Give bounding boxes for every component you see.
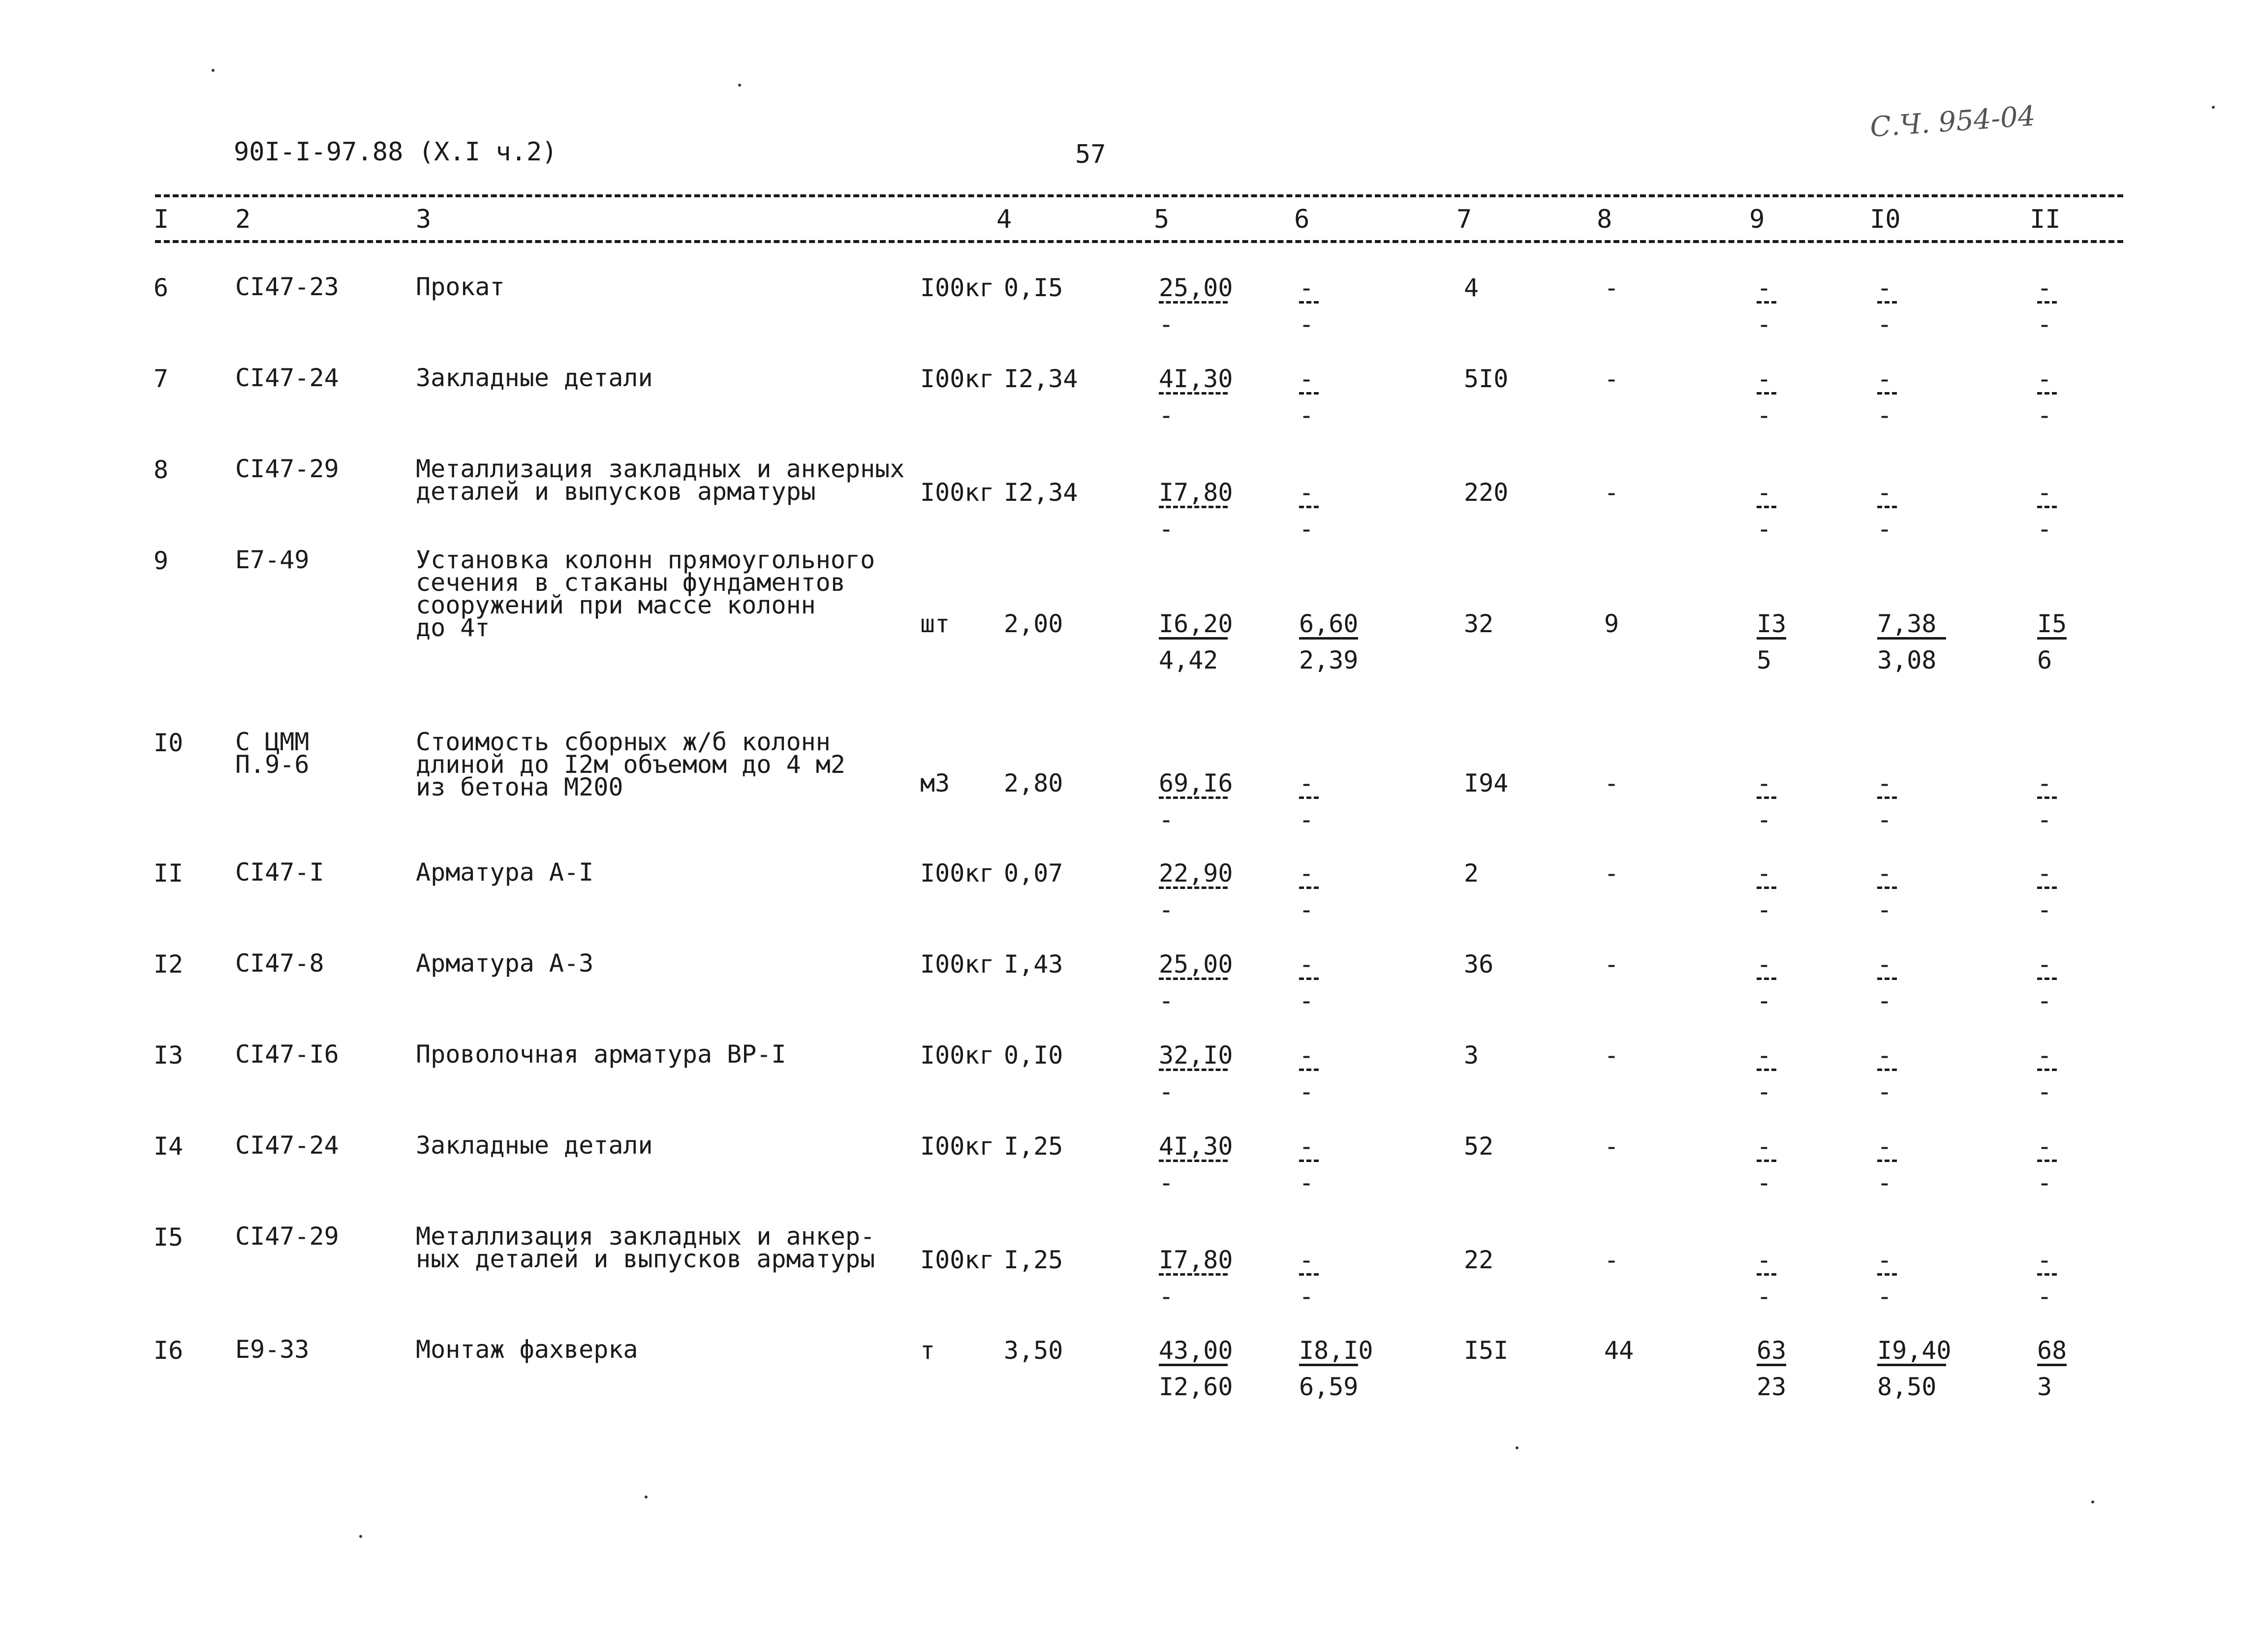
col6-top: - bbox=[1299, 950, 1314, 979]
fraction-rule bbox=[2037, 1364, 2067, 1366]
col10-top: - bbox=[1877, 1132, 1892, 1161]
col11-bottom: 6 bbox=[2037, 646, 2052, 674]
col6-top: - bbox=[1299, 769, 1314, 797]
row-code: CI47-29 bbox=[235, 1222, 339, 1251]
col5-top: 69,I6 bbox=[1159, 769, 1233, 797]
col11-bottom: - bbox=[2037, 1168, 2052, 1197]
col7-value: 4 bbox=[1464, 274, 1479, 302]
col11-bottom: - bbox=[2037, 515, 2052, 543]
col10-bottom: 8,50 bbox=[1877, 1373, 1937, 1401]
fraction-rule bbox=[1299, 1160, 1319, 1162]
col10-bottom: - bbox=[1877, 515, 1892, 543]
col10-top: - bbox=[1877, 950, 1892, 979]
row-name: Проволочная арматура ВР-I bbox=[416, 1040, 786, 1069]
col8-value: - bbox=[1604, 1246, 1619, 1274]
fraction-rule bbox=[1299, 301, 1319, 304]
document-code: 90I-I-97.88 (Х.I ч.2) bbox=[234, 137, 558, 167]
col6-top: 6,60 bbox=[1299, 610, 1359, 638]
col5-top: 25,00 bbox=[1159, 274, 1233, 302]
fraction-rule bbox=[1877, 978, 1897, 980]
col6-top: I8,I0 bbox=[1299, 1336, 1373, 1365]
col10-top: - bbox=[1877, 1246, 1892, 1274]
fraction-rule bbox=[1757, 1273, 1776, 1276]
col10-top: - bbox=[1877, 1041, 1892, 1070]
col7-value: 220 bbox=[1464, 478, 1509, 507]
fraction-rule bbox=[1877, 887, 1897, 889]
fraction-rule bbox=[2037, 1160, 2057, 1162]
row-quantity: 0,I5 bbox=[1004, 274, 1063, 302]
col5-bottom: - bbox=[1159, 805, 1174, 834]
col9-bottom: 5 bbox=[1757, 646, 1772, 674]
column-header-8: 8 bbox=[1597, 205, 1612, 234]
fraction-rule bbox=[1159, 1364, 1228, 1366]
col10-bottom: - bbox=[1877, 401, 1892, 429]
row-number: I2 bbox=[154, 950, 184, 979]
col5-bottom: - bbox=[1159, 895, 1174, 924]
col9-bottom: 23 bbox=[1757, 1373, 1787, 1401]
row-unit: I00кг bbox=[920, 478, 994, 507]
row-name: Монтаж фахверка bbox=[416, 1335, 638, 1364]
row-unit: м3 bbox=[920, 769, 950, 797]
col7-value: 22 bbox=[1464, 1246, 1494, 1274]
col11-top: - bbox=[2037, 478, 2052, 507]
row-quantity: 0,I0 bbox=[1004, 1041, 1063, 1070]
scan-speck bbox=[212, 69, 215, 72]
fraction-rule bbox=[2037, 1273, 2057, 1276]
fraction-rule bbox=[2037, 1069, 2057, 1071]
row-name: Закладные детали bbox=[416, 1131, 653, 1160]
col5-top: I7,80 bbox=[1159, 1246, 1233, 1274]
row-number: 9 bbox=[154, 547, 169, 575]
col6-bottom: 6,59 bbox=[1299, 1373, 1359, 1401]
col5-bottom: - bbox=[1159, 1168, 1174, 1197]
row-name: Стоимость сборных ж/б колонн длиной до I2м объемом до 4 м2 из бетона М200 bbox=[416, 728, 845, 801]
column-header-3: 3 bbox=[416, 205, 432, 234]
col8-value: - bbox=[1604, 769, 1619, 797]
archive-stamp: С.Ч. 954-04 bbox=[1869, 100, 2037, 144]
col7-value: I94 bbox=[1464, 769, 1509, 797]
row-name: Металлизация закладных и анкер- ных деталей и выпусков арматуры bbox=[416, 1222, 875, 1273]
column-header-11: II bbox=[2030, 205, 2061, 234]
row-unit: I00кг bbox=[920, 1132, 994, 1161]
col5-top: 32,I0 bbox=[1159, 1041, 1233, 1070]
fraction-rule bbox=[1159, 506, 1228, 508]
fraction-rule bbox=[2037, 978, 2057, 980]
col5-top: I6,20 bbox=[1159, 610, 1233, 638]
col11-top: - bbox=[2037, 859, 2052, 887]
row-code: CI47-29 bbox=[235, 455, 339, 483]
row-number: I3 bbox=[154, 1041, 184, 1070]
col5-bottom: - bbox=[1159, 986, 1174, 1015]
row-unit: I00кг bbox=[920, 950, 994, 979]
col5-bottom: - bbox=[1159, 401, 1174, 429]
col11-top: - bbox=[2037, 1041, 2052, 1070]
column-header-2: 2 bbox=[235, 205, 251, 234]
row-code: E9-33 bbox=[235, 1335, 310, 1364]
row-quantity: I2,34 bbox=[1004, 365, 1078, 393]
row-code: CI47-24 bbox=[235, 1131, 339, 1160]
fraction-rule bbox=[1159, 392, 1228, 395]
fraction-rule bbox=[1877, 796, 1897, 799]
col9-top: - bbox=[1757, 274, 1772, 302]
col6-top: - bbox=[1299, 859, 1314, 887]
fraction-rule bbox=[1299, 1364, 1358, 1366]
col10-top: - bbox=[1877, 769, 1892, 797]
fraction-rule bbox=[1299, 392, 1319, 395]
fraction-rule bbox=[1757, 392, 1776, 395]
page-number: 57 bbox=[1075, 140, 1106, 169]
col10-bottom: 3,08 bbox=[1877, 646, 1937, 674]
col10-top: I9,40 bbox=[1877, 1336, 1952, 1365]
fraction-rule bbox=[2037, 301, 2057, 304]
col7-value: 5I0 bbox=[1464, 365, 1509, 393]
fraction-rule bbox=[1159, 1069, 1228, 1071]
col9-top: - bbox=[1757, 950, 1772, 979]
row-name: Арматура А-I bbox=[416, 858, 594, 887]
col5-top: 4I,30 bbox=[1159, 365, 1233, 393]
col7-value: 52 bbox=[1464, 1132, 1494, 1161]
row-quantity: 2,80 bbox=[1004, 769, 1063, 797]
col10-bottom: - bbox=[1877, 986, 1892, 1015]
col6-bottom: - bbox=[1299, 986, 1314, 1015]
row-name: Арматура А-3 bbox=[416, 949, 594, 978]
col6-bottom: - bbox=[1299, 401, 1314, 429]
row-quantity: 3,50 bbox=[1004, 1336, 1063, 1365]
col8-value: - bbox=[1604, 950, 1619, 979]
col10-bottom: - bbox=[1877, 1282, 1892, 1311]
col8-value: - bbox=[1604, 365, 1619, 393]
fraction-rule bbox=[1877, 506, 1897, 508]
row-number: II bbox=[154, 859, 184, 887]
fraction-rule bbox=[1159, 1273, 1228, 1276]
col7-value: 2 bbox=[1464, 859, 1479, 887]
row-number: 8 bbox=[154, 456, 169, 484]
fraction-rule bbox=[1877, 1364, 1946, 1366]
col11-top: - bbox=[2037, 769, 2052, 797]
col9-top: - bbox=[1757, 1132, 1772, 1161]
col6-bottom: - bbox=[1299, 515, 1314, 543]
col8-value: - bbox=[1604, 478, 1619, 507]
col9-top: - bbox=[1757, 769, 1772, 797]
scan-speck bbox=[2091, 1500, 2094, 1503]
col11-top: - bbox=[2037, 274, 2052, 302]
col10-top: - bbox=[1877, 365, 1892, 393]
col10-bottom: - bbox=[1877, 1077, 1892, 1106]
fraction-rule bbox=[1757, 1069, 1776, 1071]
col9-bottom: - bbox=[1757, 986, 1772, 1015]
scan-speck bbox=[645, 1496, 648, 1499]
col5-bottom: - bbox=[1159, 1282, 1174, 1311]
col11-top: I5 bbox=[2037, 610, 2067, 638]
col5-top: 43,00 bbox=[1159, 1336, 1233, 1365]
col9-bottom: - bbox=[1757, 805, 1772, 834]
col10-bottom: - bbox=[1877, 805, 1892, 834]
row-quantity: I,43 bbox=[1004, 950, 1063, 979]
fraction-rule bbox=[2037, 887, 2057, 889]
col9-bottom: - bbox=[1757, 1282, 1772, 1311]
column-header-6: 6 bbox=[1294, 205, 1310, 234]
row-quantity: I,25 bbox=[1004, 1246, 1063, 1274]
col10-top: - bbox=[1877, 274, 1892, 302]
col6-top: - bbox=[1299, 1041, 1314, 1070]
col6-top: - bbox=[1299, 274, 1314, 302]
col10-bottom: - bbox=[1877, 1168, 1892, 1197]
fraction-rule bbox=[1757, 637, 1786, 640]
col11-bottom: - bbox=[2037, 1077, 2052, 1106]
row-code: CI47-I6 bbox=[235, 1040, 339, 1069]
row-number: I5 bbox=[154, 1223, 184, 1252]
col6-top: - bbox=[1299, 1132, 1314, 1161]
col9-top: - bbox=[1757, 859, 1772, 887]
fraction-rule bbox=[1299, 1069, 1319, 1071]
fraction-rule bbox=[1757, 1364, 1786, 1366]
header-rule-top bbox=[155, 194, 2123, 197]
row-quantity: 0,07 bbox=[1004, 859, 1063, 887]
row-name: Установка колонн прямоугольного сечения в стаканы фундаментов сооружений при массе колонн до 4т bbox=[416, 546, 875, 642]
row-code: CI47-23 bbox=[235, 273, 339, 301]
col8-value: - bbox=[1604, 1132, 1619, 1161]
row-unit: I00кг bbox=[920, 1246, 994, 1274]
col9-bottom: - bbox=[1757, 1168, 1772, 1197]
fraction-rule bbox=[1159, 978, 1228, 980]
fraction-rule bbox=[1299, 887, 1319, 889]
row-number: 7 bbox=[154, 365, 169, 393]
col6-bottom: - bbox=[1299, 1168, 1314, 1197]
fraction-rule bbox=[1299, 506, 1319, 508]
col9-top: I3 bbox=[1757, 610, 1787, 638]
header-rule-bottom bbox=[155, 240, 2123, 243]
col10-bottom: - bbox=[1877, 895, 1892, 924]
col8-value: - bbox=[1604, 859, 1619, 887]
col11-top: 68 bbox=[2037, 1336, 2067, 1365]
row-code: CI47-8 bbox=[235, 949, 324, 978]
col8-value: 9 bbox=[1604, 610, 1619, 638]
row-unit: I00кг bbox=[920, 274, 994, 302]
col11-top: - bbox=[2037, 365, 2052, 393]
row-name: Закладные детали bbox=[416, 364, 653, 392]
row-unit: т bbox=[920, 1336, 935, 1365]
col5-top: 4I,30 bbox=[1159, 1132, 1233, 1161]
fraction-rule bbox=[1159, 1160, 1228, 1162]
col11-top: - bbox=[2037, 1246, 2052, 1274]
fraction-rule bbox=[1877, 301, 1897, 304]
fraction-rule bbox=[1877, 1069, 1897, 1071]
col11-top: - bbox=[2037, 950, 2052, 979]
col5-top: I7,80 bbox=[1159, 478, 1233, 507]
column-header-10: I0 bbox=[1870, 205, 1901, 234]
col6-top: - bbox=[1299, 365, 1314, 393]
fraction-rule bbox=[1757, 301, 1776, 304]
col6-bottom: - bbox=[1299, 1077, 1314, 1106]
fraction-rule bbox=[1159, 887, 1228, 889]
col9-bottom: - bbox=[1757, 515, 1772, 543]
col7-value: I5I bbox=[1464, 1336, 1509, 1365]
row-number: I4 bbox=[154, 1132, 184, 1161]
scan-speck bbox=[1516, 1446, 1518, 1449]
row-unit: I00кг bbox=[920, 365, 994, 393]
row-number: 6 bbox=[154, 274, 169, 302]
row-quantity: I2,34 bbox=[1004, 478, 1078, 507]
fraction-rule bbox=[1299, 637, 1358, 640]
fraction-rule bbox=[1159, 637, 1228, 640]
col9-bottom: - bbox=[1757, 401, 1772, 429]
scan-speck bbox=[738, 84, 741, 87]
fraction-rule bbox=[1877, 1273, 1897, 1276]
row-unit: I00кг bbox=[920, 1041, 994, 1070]
col6-bottom: - bbox=[1299, 805, 1314, 834]
fraction-rule bbox=[1299, 1273, 1319, 1276]
col6-top: - bbox=[1299, 478, 1314, 507]
col9-bottom: - bbox=[1757, 895, 1772, 924]
col6-bottom: - bbox=[1299, 895, 1314, 924]
col10-top: 7,38 bbox=[1877, 610, 1937, 638]
fraction-rule bbox=[2037, 506, 2057, 508]
col8-value: - bbox=[1604, 274, 1619, 302]
row-name: Прокат bbox=[416, 273, 505, 301]
col10-top: - bbox=[1877, 478, 1892, 507]
row-quantity: I,25 bbox=[1004, 1132, 1063, 1161]
col11-bottom: - bbox=[2037, 805, 2052, 834]
col5-top: 25,00 bbox=[1159, 950, 1233, 979]
row-quantity: 2,00 bbox=[1004, 610, 1063, 638]
fraction-rule bbox=[1299, 796, 1319, 799]
col9-top: - bbox=[1757, 1246, 1772, 1274]
column-header-1: I bbox=[154, 205, 169, 234]
fraction-rule bbox=[1757, 796, 1776, 799]
column-header-7: 7 bbox=[1456, 205, 1472, 234]
col8-value: - bbox=[1604, 1041, 1619, 1070]
col11-bottom: 3 bbox=[2037, 1373, 2052, 1401]
col5-bottom: - bbox=[1159, 310, 1174, 338]
row-code: CI47-I bbox=[235, 858, 324, 887]
col11-bottom: - bbox=[2037, 986, 2052, 1015]
scan-speck bbox=[2212, 106, 2215, 109]
row-number: I6 bbox=[154, 1336, 184, 1365]
row-number: I0 bbox=[154, 729, 184, 757]
col7-value: 36 bbox=[1464, 950, 1494, 979]
row-unit: I00кг bbox=[920, 859, 994, 887]
col5-bottom: I2,60 bbox=[1159, 1373, 1233, 1401]
col9-top: - bbox=[1757, 1041, 1772, 1070]
column-header-5: 5 bbox=[1154, 205, 1170, 234]
col5-bottom: - bbox=[1159, 515, 1174, 543]
col7-value: 3 bbox=[1464, 1041, 1479, 1070]
col6-top: - bbox=[1299, 1246, 1314, 1274]
col10-top: - bbox=[1877, 859, 1892, 887]
fraction-rule bbox=[1877, 637, 1946, 640]
col9-top: 63 bbox=[1757, 1336, 1787, 1365]
col6-bottom: - bbox=[1299, 1282, 1314, 1311]
row-code: E7-49 bbox=[235, 546, 310, 574]
fraction-rule bbox=[2037, 392, 2057, 395]
col11-top: - bbox=[2037, 1132, 2052, 1161]
fraction-rule bbox=[1757, 887, 1776, 889]
row-name: Металлизация закладных и анкерных деталей и выпусков арматуры bbox=[416, 455, 905, 506]
col9-top: - bbox=[1757, 365, 1772, 393]
col9-bottom: - bbox=[1757, 310, 1772, 338]
col5-bottom: 4,42 bbox=[1159, 646, 1218, 674]
scan-speck bbox=[359, 1535, 362, 1538]
fraction-rule bbox=[1877, 392, 1897, 395]
fraction-rule bbox=[1159, 796, 1228, 799]
col11-bottom: - bbox=[2037, 401, 2052, 429]
col11-bottom: - bbox=[2037, 310, 2052, 338]
fraction-rule bbox=[1757, 1160, 1776, 1162]
row-code: С ЦММ П.9-6 bbox=[235, 728, 310, 779]
col6-bottom: 2,39 bbox=[1299, 646, 1359, 674]
col9-top: - bbox=[1757, 478, 1772, 507]
fraction-rule bbox=[1757, 506, 1776, 508]
col5-bottom: - bbox=[1159, 1077, 1174, 1106]
fraction-rule bbox=[1757, 978, 1776, 980]
col8-value: 44 bbox=[1604, 1336, 1634, 1365]
row-code: CI47-24 bbox=[235, 364, 339, 392]
fraction-rule bbox=[2037, 796, 2057, 799]
col11-bottom: - bbox=[2037, 895, 2052, 924]
fraction-rule bbox=[1299, 978, 1319, 980]
row-unit: шт bbox=[920, 610, 950, 638]
fraction-rule bbox=[2037, 637, 2067, 640]
column-header-9: 9 bbox=[1749, 205, 1765, 234]
fraction-rule bbox=[1877, 1160, 1897, 1162]
col5-top: 22,90 bbox=[1159, 859, 1233, 887]
col7-value: 32 bbox=[1464, 610, 1494, 638]
fraction-rule bbox=[1159, 301, 1228, 304]
column-header-4: 4 bbox=[996, 205, 1012, 234]
col11-bottom: - bbox=[2037, 1282, 2052, 1311]
col9-bottom: - bbox=[1757, 1077, 1772, 1106]
col6-bottom: - bbox=[1299, 310, 1314, 338]
col10-bottom: - bbox=[1877, 310, 1892, 338]
